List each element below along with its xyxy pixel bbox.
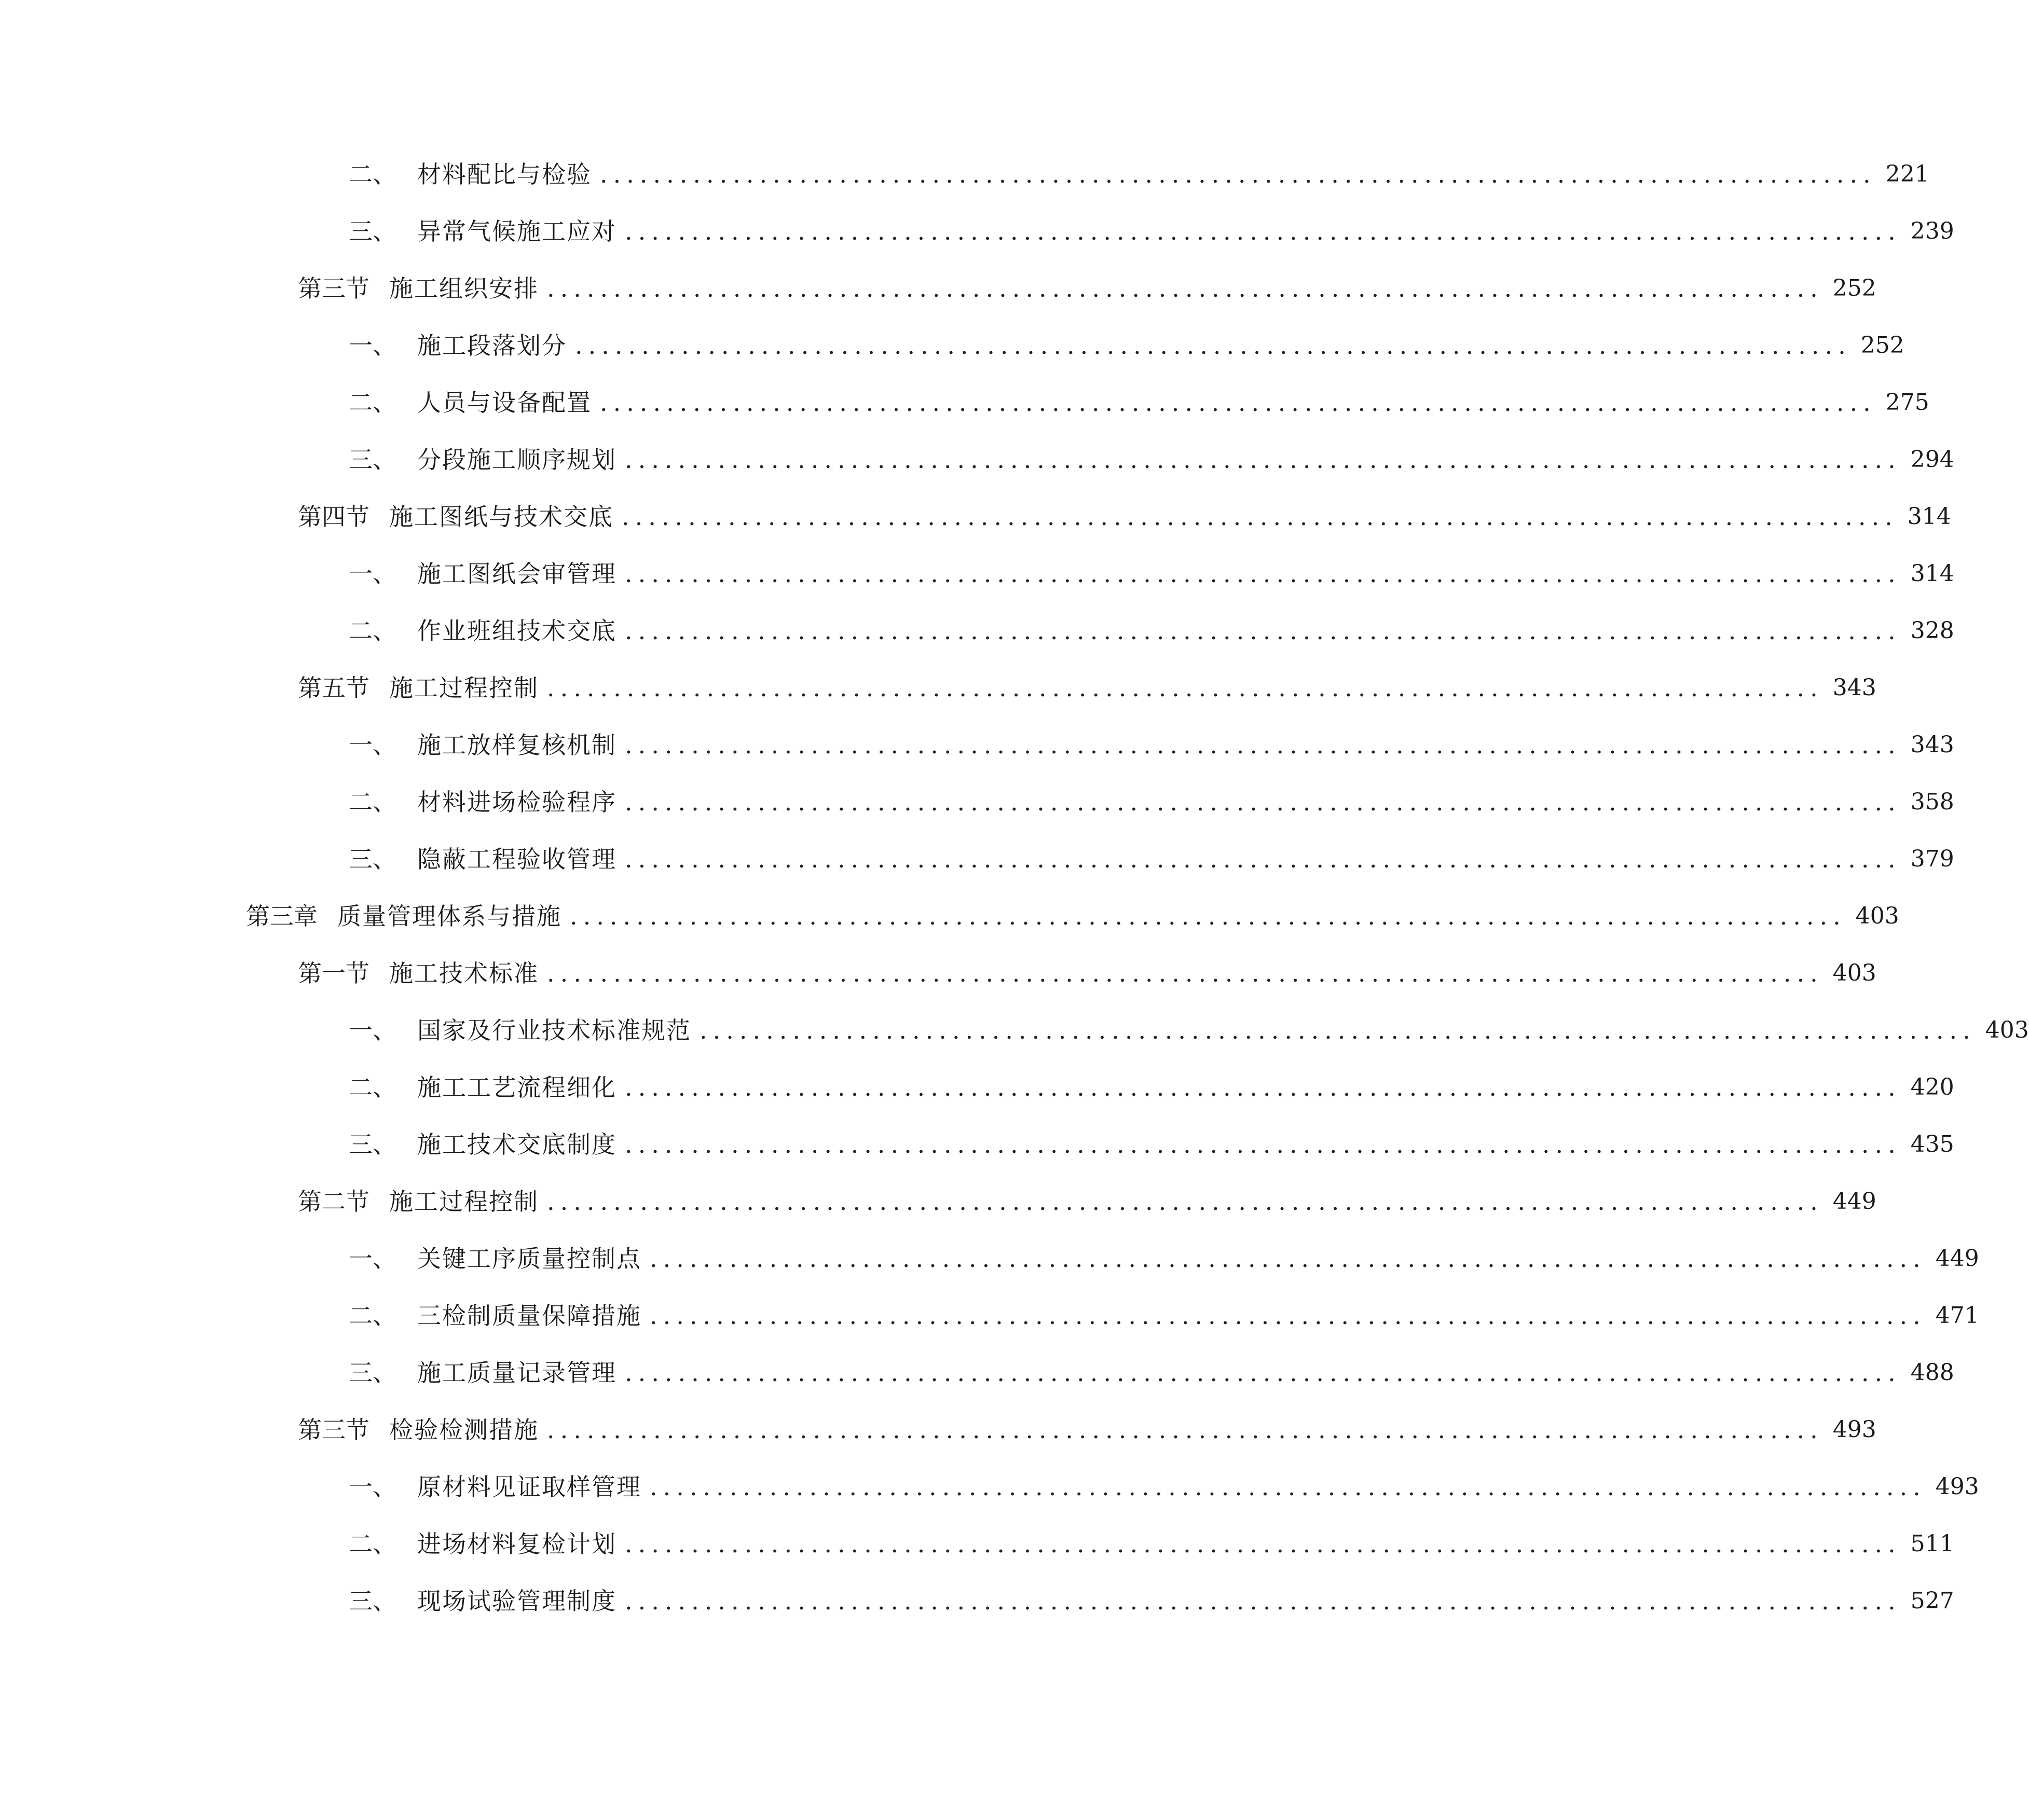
toc-entry-number: 第三节 (298, 1416, 369, 1444)
toc-entry[interactable] (349, 1352, 1954, 1394)
toc-entry[interactable] (349, 838, 1954, 880)
toc-entry[interactable] (349, 382, 1929, 423)
toc-dot-leader: ................................................................................................ (575, 332, 1852, 360)
toc-dot-leader: ................................................................................................ (625, 1073, 1901, 1101)
toc-entry-title: 关键工序质量控制点 (417, 1245, 641, 1273)
toc-entry[interactable] (349, 1124, 1954, 1165)
toc-entry-page: 493 (1935, 1473, 1979, 1500)
toc-entry[interactable] (349, 1580, 1954, 1622)
toc-entry[interactable] (349, 1238, 1979, 1279)
toc-entry-page: 275 (1885, 389, 1929, 416)
toc-dot-leader: ................................................................................................ (625, 731, 1901, 759)
toc-entry-number: 一、 (349, 1473, 396, 1501)
toc-dot-leader: ................................................................................................ (650, 1302, 1926, 1330)
toc-entry-page: 343 (1832, 674, 1876, 701)
toc-entry-title: 分段施工顺序规划 (417, 446, 616, 474)
toc-dot-leader: ................................................................................................ (625, 1530, 1901, 1558)
toc-entry-title: 现场试验管理制度 (417, 1587, 616, 1615)
toc-entry-number: 二、 (349, 617, 396, 645)
toc-entry-number: 二、 (349, 788, 396, 816)
toc-entry-number: 一、 (349, 1016, 396, 1044)
toc-entry[interactable] (246, 895, 1899, 937)
toc-entry-page: 420 (1910, 1074, 1954, 1100)
toc-entry-number: 三、 (349, 1130, 396, 1159)
toc-dot-leader: ................................................................................................ (600, 160, 1876, 188)
toc-entry-number: 一、 (349, 1245, 396, 1273)
toc-entry-page: 252 (1832, 275, 1876, 301)
toc-entry-title: 作业班组技术交底 (417, 617, 616, 645)
toc-dot-leader: ................................................................................................ (600, 389, 1876, 417)
toc-entry-page: 449 (1935, 1245, 1979, 1272)
toc-entry-page: 343 (1910, 732, 1954, 758)
toc-entry-title: 国家及行业技术标准规范 (417, 1016, 691, 1044)
toc-entry-title: 施工放样复核机制 (417, 731, 616, 759)
toc-dot-leader: ................................................................................................ (570, 902, 1846, 930)
toc-entry-title: 施工过程控制 (389, 674, 539, 702)
toc-entry-number: 一、 (349, 332, 396, 360)
toc-entry-number: 二、 (349, 1302, 396, 1330)
toc-entry[interactable] (298, 953, 1876, 994)
toc-entry-title: 异常气候施工应对 (417, 217, 616, 245)
toc-entry-number: 第二节 (298, 1188, 369, 1216)
toc-entry[interactable] (349, 724, 1954, 766)
toc-entry-title: 施工质量记录管理 (417, 1359, 616, 1387)
toc-entry-number: 第一节 (298, 959, 369, 987)
toc-entry-title: 人员与设备配置 (417, 389, 592, 417)
toc-dot-leader: ................................................................................................ (625, 788, 1901, 816)
toc-entry-title: 施工过程控制 (389, 1188, 539, 1216)
toc-entry-number: 二、 (349, 160, 396, 188)
toc-entry-page: 403 (1855, 903, 1899, 929)
toc-entry-title: 施工组织安排 (389, 274, 539, 302)
toc-entry-number: 三、 (349, 845, 396, 873)
toc-entry-number: 二、 (349, 1530, 396, 1558)
toc-entry-title: 进场材料复检计划 (417, 1530, 616, 1558)
toc-entry[interactable] (349, 1010, 2029, 1051)
toc-entry-page: 252 (1860, 332, 1904, 359)
toc-entry-page: 471 (1935, 1302, 1979, 1329)
toc-entry-page: 379 (1910, 846, 1954, 872)
toc-entry-title: 施工工艺流程细化 (417, 1073, 616, 1101)
toc-dot-leader: ................................................................................................ (625, 217, 1901, 245)
toc-entry-number: 一、 (349, 560, 396, 588)
toc-entry-page: 403 (1832, 960, 1876, 986)
toc-entry[interactable] (349, 154, 1929, 195)
toc-entry-title: 隐蔽工程验收管理 (417, 845, 616, 873)
toc-entry[interactable] (298, 496, 1951, 537)
toc-entry-number: 第五节 (298, 674, 369, 702)
toc-dot-leader: ................................................................................................ (547, 959, 1824, 987)
toc-entry-number: 三、 (349, 446, 396, 474)
toc-entry[interactable] (349, 610, 1954, 652)
toc-entry[interactable] (349, 211, 1954, 252)
toc-entry[interactable] (298, 667, 1876, 709)
toc-entry-title: 质量管理体系与措施 (337, 902, 561, 930)
toc-entry-page: 488 (1910, 1359, 1954, 1386)
toc-entry-title: 材料配比与检验 (417, 160, 592, 188)
toc-entry[interactable] (349, 553, 1954, 595)
toc-dot-leader: ................................................................................................ (547, 1416, 1824, 1444)
toc-entry-number: 第三章 (246, 902, 318, 930)
toc-dot-leader: ................................................................................................ (625, 560, 1901, 588)
toc-entry[interactable] (349, 1523, 1954, 1565)
toc-entry-page: 294 (1910, 446, 1954, 473)
toc-entry-title: 施工技术交底制度 (417, 1130, 616, 1159)
toc-entry[interactable] (349, 439, 1954, 480)
toc-entry-title: 三检制质量保障措施 (417, 1302, 641, 1330)
toc-dot-leader: ................................................................................................ (625, 617, 1901, 645)
toc-entry-page: 221 (1885, 161, 1929, 187)
toc-entry[interactable] (349, 1466, 1979, 1508)
toc-entry-number: 二、 (349, 1073, 396, 1101)
toc-entry[interactable] (349, 325, 1904, 366)
toc-entry-page: 435 (1910, 1131, 1954, 1157)
toc-dot-leader: ................................................................................................ (650, 1473, 1926, 1501)
toc-entry-page: 239 (1910, 218, 1954, 244)
toc-entry[interactable] (298, 268, 1876, 309)
toc-entry-number: 三、 (349, 1359, 396, 1387)
toc-entry-page: 493 (1832, 1416, 1876, 1443)
toc-entry-page: 328 (1910, 617, 1954, 644)
toc-entry-page: 314 (1910, 560, 1954, 587)
toc-entry-number: 三、 (349, 1587, 396, 1615)
toc-entry[interactable] (349, 781, 1954, 823)
toc-dot-leader: ................................................................................................ (700, 1016, 1976, 1044)
toc-entry[interactable] (349, 1067, 1954, 1108)
toc-entry-title: 材料进场检验程序 (417, 788, 616, 816)
toc-entry-page: 511 (1910, 1531, 1954, 1557)
toc-entry-number: 一、 (349, 731, 396, 759)
toc-entry-title: 原材料见证取样管理 (417, 1473, 641, 1501)
toc-entry-number: 第四节 (298, 503, 369, 531)
toc-entry-title: 施工技术标准 (389, 959, 539, 987)
toc-entry[interactable] (298, 1409, 1876, 1451)
toc-dot-leader: ................................................................................................ (625, 1130, 1901, 1159)
toc-dot-leader: ................................................................................................ (625, 845, 1901, 873)
toc-entry-page: 403 (1985, 1017, 2029, 1043)
toc-dot-leader: ................................................................................................ (625, 1359, 1901, 1387)
toc-entry-title: 检验检测措施 (389, 1416, 539, 1444)
toc-entry-title: 施工段落划分 (417, 332, 567, 360)
toc-dot-leader: ................................................................................................ (622, 503, 1898, 531)
toc-entry-title: 施工图纸与技术交底 (389, 503, 613, 531)
toc-dot-leader: ................................................................................................ (625, 1587, 1901, 1615)
toc-entry-page: 358 (1910, 789, 1954, 815)
toc-entry-page: 449 (1832, 1188, 1876, 1215)
toc-entry-page: 527 (1910, 1588, 1954, 1614)
toc-dot-leader: ................................................................................................ (625, 446, 1901, 474)
toc-dot-leader: ................................................................................................ (650, 1245, 1926, 1273)
toc-dot-leader: ................................................................................................ (547, 274, 1824, 302)
toc-entry-number: 二、 (349, 389, 396, 417)
toc-entry[interactable] (349, 1295, 1979, 1336)
toc-entry-title: 施工图纸会审管理 (417, 560, 616, 588)
toc-dot-leader: ................................................................................................ (547, 674, 1824, 702)
toc-entry-page: 314 (1907, 503, 1951, 530)
toc-dot-leader: ................................................................................................ (547, 1188, 1824, 1216)
toc-entry-number: 第三节 (298, 274, 369, 302)
toc-entry-number: 三、 (349, 217, 396, 245)
toc-entry[interactable] (298, 1181, 1876, 1222)
